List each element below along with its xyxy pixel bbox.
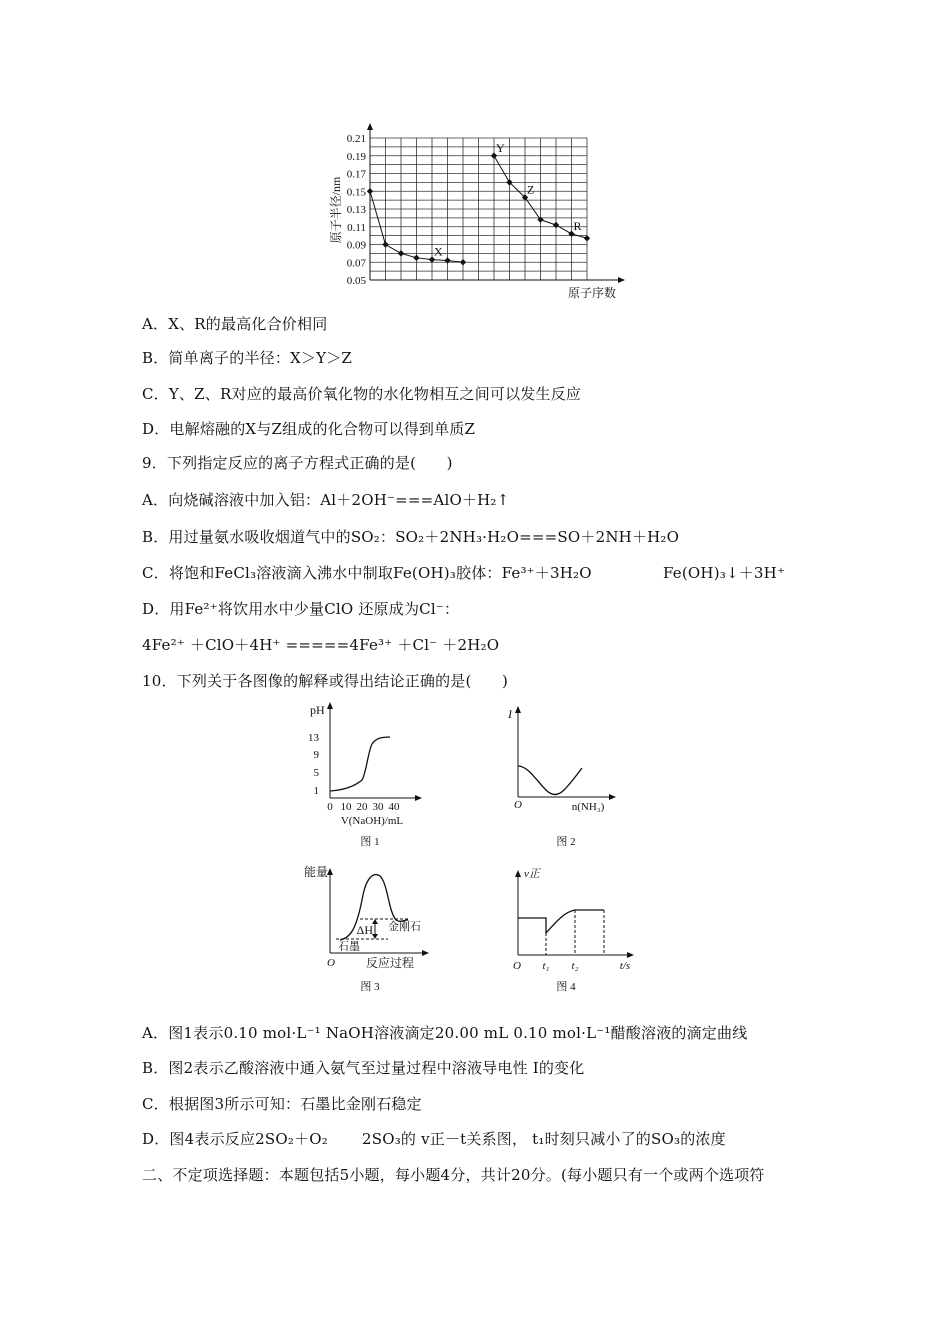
q10-option-a: A．图1表示0.10 mol·L⁻¹ NaOH溶液滴定20.00 mL 0.10 mol·L⁻¹醋酸溶液的滴定曲线 [142, 1024, 748, 1042]
figure-1-titration [300, 700, 440, 850]
q9-stem: 9．下列指定反应的离子方程式正确的是( ) [142, 454, 453, 472]
fig1-xtick-20: 20 [356, 801, 368, 813]
fig2-caption: 图 2 [556, 836, 576, 848]
fig4-caption: 图 4 [556, 981, 576, 993]
y-tick-label: 0.11 [347, 221, 366, 234]
y-tick-label: 0.21 [346, 133, 366, 145]
data-point [367, 188, 373, 194]
y-tick-label: 0.07 [346, 257, 366, 270]
data-point [584, 235, 590, 241]
fig4-origin: O [513, 960, 521, 972]
q9-option-a: A．向烧碱溶液中加入铝：Al＋2OH⁻===AlO＋H₂↑ [142, 491, 510, 509]
fig4-t1: t₁ [542, 960, 550, 972]
q9-option-c-right: Fe(OH)₃↓＋3H⁺ [663, 564, 786, 582]
point-label: Z [527, 182, 535, 197]
chart-grid [370, 138, 587, 280]
fig1-ytick-13: 13 [308, 732, 319, 744]
point-labels [434, 141, 582, 259]
fig1-xtick-10: 10 [340, 801, 352, 813]
q8-option-a: A．X、R的最高化合价相同 [142, 315, 328, 333]
q8-option-b: B．简单离子的半径：X＞Y＞Z [142, 349, 353, 367]
point-label: X [434, 244, 443, 259]
fig3-label-graphite: 石墨 [338, 941, 360, 953]
fig1-caption: 图 1 [360, 836, 380, 848]
fig1-xtick-30: 30 [372, 801, 384, 813]
data-point [537, 216, 543, 222]
q10-option-d-right: 2SO₃的 v正－t关系图， t₁时刻只减小了的SO₃的浓度 [362, 1130, 726, 1148]
figure-2-conductivity [500, 700, 630, 850]
data-point [460, 259, 466, 265]
data-point [398, 250, 404, 256]
q8-option-c: C．Y、Z、R对应的最高价氧化物的水化物相互之间可以发生反应 [142, 385, 582, 403]
data-point [444, 257, 450, 263]
fig1-xtick-40: 40 [388, 801, 400, 813]
figure-4-rate-time [500, 860, 650, 1000]
fig3-ylabel: 能量 [304, 865, 329, 879]
point-label: Y [496, 140, 505, 155]
q9-option-c-left: C．将饱和FeCl₃溶液滴入沸水中制取Fe(OH)₃胶体：Fe³⁺＋3H₂O [142, 564, 592, 582]
data-point [382, 241, 388, 247]
y-tick-label: 0.05 [346, 275, 366, 287]
fig2-xlabel: n(NH₃) [571, 801, 605, 813]
q10-stem: 10．下列关于各图像的解释或得出结论正确的是( ) [142, 672, 508, 690]
y-tick-label: 0.09 [346, 239, 366, 252]
fig4-t2: t₂ [571, 960, 579, 972]
fig4-ylabel: v正 [524, 868, 540, 880]
fig1-xtick-0: 0 [327, 801, 333, 813]
y-tick-labels [347, 133, 367, 287]
y-tick-label: 0.19 [346, 150, 366, 163]
y-tick-label: 0.17 [346, 168, 366, 181]
fig1-ytick-9: 9 [313, 749, 319, 761]
fig1-ylabel: pH [310, 703, 325, 717]
fig2-ylabel: I [508, 707, 512, 721]
fig3-label-diamond: 金刚石 [388, 921, 421, 933]
data-point [413, 255, 419, 261]
q9-option-b: B．用过量氨水吸收烟道气中的SO₂：SO₂＋2NH₃·H₂O===SO＋2NH＋H₂O [142, 528, 680, 546]
q8-option-d: D．电解熔融的X与Z组成的化合物可以得到单质Z [142, 420, 476, 438]
fig1-ytick-5: 5 [313, 767, 319, 779]
figure-3-energy [300, 860, 440, 1000]
fig4-segment-1 [518, 918, 546, 933]
data-point [553, 222, 559, 228]
x-axis-label: 原子序数 [567, 286, 617, 300]
q10-option-c: C．根据图3所示可知：石墨比金刚石稳定 [142, 1095, 422, 1113]
fig1-xlabel: V(NaOH)/mL [340, 815, 404, 827]
section-2-heading: 二、不定项选择题：本题包括5小题，每小题4分，共计20分。(每小题只有一个或两个选项符 [142, 1166, 765, 1184]
y-tick-label: 0.15 [346, 186, 366, 199]
q9-option-d-equation: 4Fe²⁺ ＋ClO＋4H⁺ =====4Fe³⁺ ＋Cl⁻ ＋2H₂O [142, 636, 500, 654]
point-label: R [573, 218, 582, 233]
q10-option-d-left: D．图4表示反应2SO₂＋O₂ [142, 1130, 329, 1148]
fig4-xlabel: t/s [619, 960, 631, 972]
fig3-delta-h: ΔH [356, 923, 373, 937]
y-tick-label: 0.13 [346, 204, 366, 216]
fig3-origin: O [327, 957, 335, 969]
y-axis-label: 原子半径/nm [329, 176, 343, 244]
q9-option-d: D．用Fe²⁺将饮用水中少量ClO 还原成为Cl⁻： [142, 600, 460, 618]
fig3-caption: 图 3 [360, 981, 380, 993]
fig1-curve [330, 737, 390, 791]
fig2-origin: O [514, 799, 522, 811]
fig1-ytick-1: 1 [313, 785, 319, 797]
fig3-xlabel: 反应过程 [365, 956, 415, 970]
x-axis-arrow [618, 277, 625, 283]
q10-option-b: B．图2表示乙酸溶液中通入氨气至过量过程中溶液导电性 I的变化 [142, 1059, 585, 1077]
fig2-curve [518, 766, 582, 795]
atomic-radius-chart [320, 120, 640, 305]
y-axis-arrow [367, 123, 373, 130]
